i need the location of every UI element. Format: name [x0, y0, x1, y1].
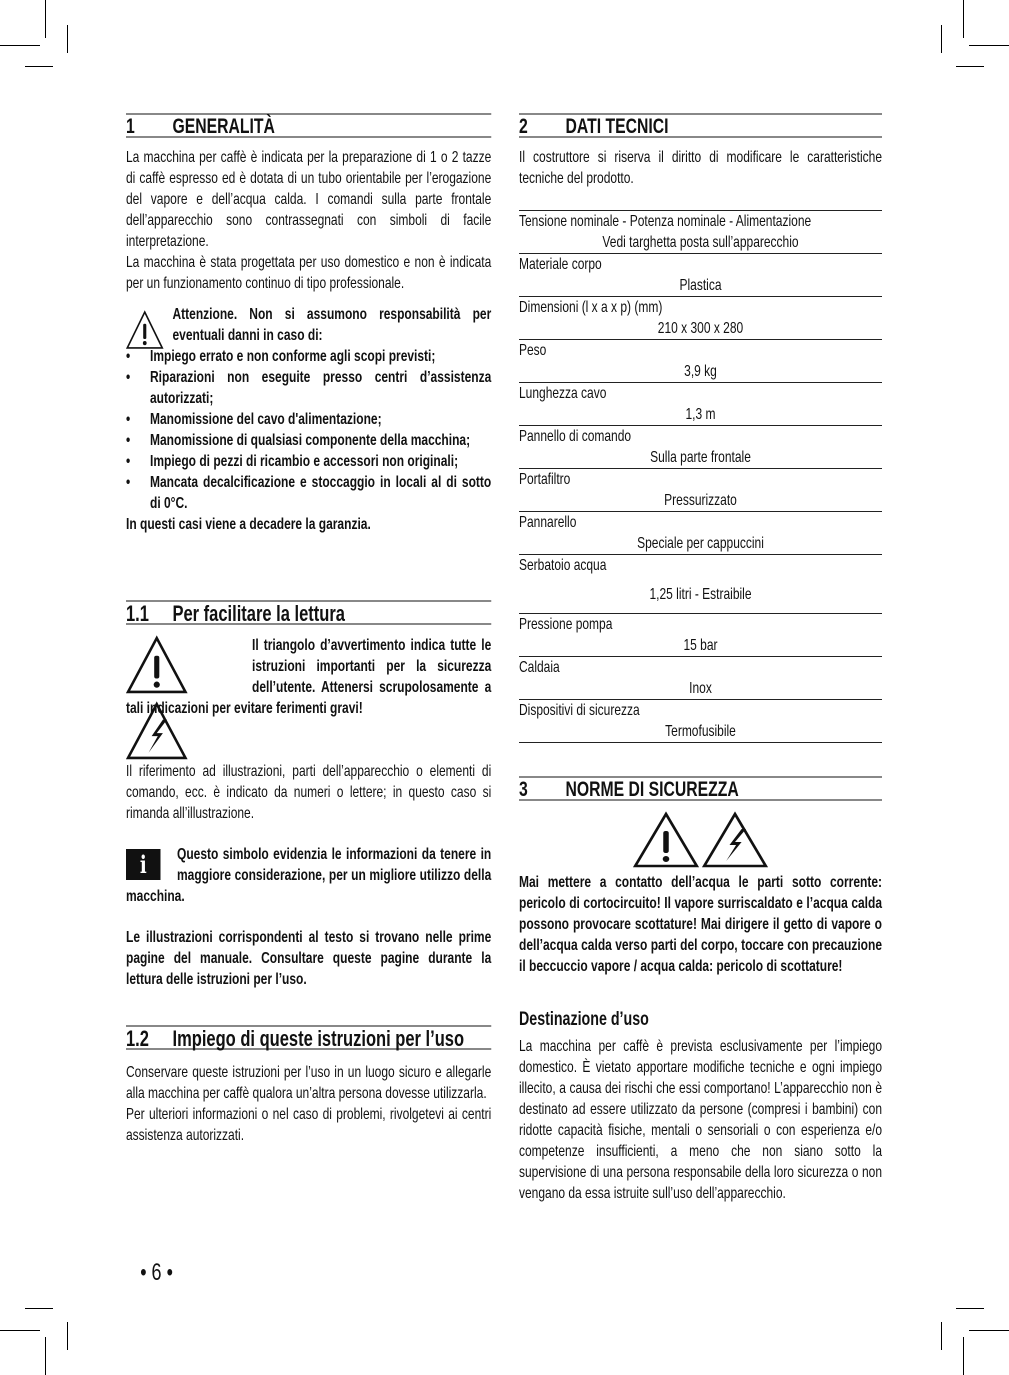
- list-item: • Manomissione di qualsiasi componente della macchina;: [126, 430, 491, 451]
- row-value: 15 bar: [683, 637, 718, 654]
- table-row: [519, 657, 882, 700]
- section-heading-1: [126, 113, 491, 138]
- safety-warning: Mai mettere a contatto dell’acqua le parti sotto corrente: pericolo di cortocircuito! Il vapore surriscaldato e l’acqua calda possono provocare scottature! Mai dirigere il getto di vapore o dell’acqua calda verso parti del corpo, toccare con precauzione il beccuccio vapore / acqua calda: pericolo di scottature!: [519, 874, 882, 975]
- list-item: • Impiego errato e non conforme agli scopi previsti;: [126, 346, 491, 367]
- section-number: 2: [519, 115, 528, 138]
- row-label: Pannello di comando: [519, 428, 632, 445]
- warranty-note: In questi casi viene a decadere la garanzia.: [126, 516, 371, 533]
- table-row: [519, 700, 882, 743]
- row-value: Vedi targhetta posta sull’apparecchio: [602, 234, 799, 251]
- reference-paragraph: Il riferimento ad illustrazioni, parti dell’apparecchio o elementi di comando, ecc. è indicato da numeri o lettere; in questo caso si rimanda all’illustrazione.: [126, 763, 492, 822]
- row-label: Dispositivi di sicurezza: [519, 702, 640, 719]
- list-item: • Impiego di pezzi di ricambio e accessori non originali;: [126, 451, 491, 472]
- row-label: Tensione nominale - Potenza nominale - Alimentazione: [519, 213, 812, 230]
- paragraph: La macchina è stata progettata per uso domestico e non è indicata per un funzionamento continuo di tipo professionale.: [126, 254, 492, 292]
- usage-text: [126, 1062, 491, 1146]
- warning-triangle-icon: [126, 310, 164, 350]
- warning-icons: [126, 635, 252, 698]
- section-title: Impiego di queste istruzioni per l’uso: [172, 1026, 465, 1051]
- table-row: [519, 340, 882, 383]
- section-heading-2: [519, 113, 882, 138]
- paragraph: La macchina per caffè è indicata per la preparazione di 1 o 2 tazze di caffè espresso ed è dotata di un tubo orientabile per l’erogazione del vapore e dell’acqua calda. I comandi sulla parte frontale dell’apparecchio sono contrassegnati con simboli di facile interpretazione.: [126, 149, 492, 250]
- table-row: [519, 614, 882, 657]
- table-row: [519, 555, 882, 614]
- row-label: Peso: [519, 342, 547, 359]
- electric-hazard-icon: [702, 811, 768, 869]
- intended-use-text: La macchina per caffè è prevista esclusivamente per l’impiego domestico. È vietato apportare modifiche tecniche e ogni impiego illecito, a causa dei rischi che essi comportano! L’apparecchio non è destinato ad essere utilizzato da persone (compresi i bambini) con ridotte capacità fisiche, mentali o sensoriali o con esperienza e/o competenze insufficienti, a meno che non siano sotto la supervisione di una persona responsabile della loro sicurezza o non vengano da essa istruite sull’uso dell’apparecchio.: [519, 1038, 882, 1202]
- warning-block: [126, 304, 491, 346]
- safety-icons: [519, 811, 882, 875]
- left-column: [126, 0, 491, 1375]
- row-label: Materiale corpo: [519, 256, 602, 273]
- row-value: Speciale per cappuccini: [637, 535, 764, 552]
- tech-data-table: [519, 210, 882, 743]
- row-label: Serbatoio acqua: [519, 557, 607, 574]
- table-row: [519, 297, 882, 340]
- paragraph: Per ulteriori informazioni o nel caso di problemi, rivolgetevi ai centri assistenza autorizzati.: [126, 1106, 492, 1144]
- triangle-text: Il triangolo d’avvertimento indica tutte le istruzioni importanti per la sicurezza dell’utente. Attenersi scrupolosamente a tali indicazioni per evitare ferimenti gravi!: [126, 637, 492, 717]
- row-value: 210 x 300 x 280: [657, 320, 744, 337]
- row-value: Plastica: [679, 277, 722, 294]
- info-text: Questo simbolo evidenzia le informazioni da tenere in maggiore considerazione, per un migliore utilizzo della macchina.: [126, 846, 492, 905]
- section-heading-1-1: [126, 600, 491, 625]
- table-row: [519, 469, 882, 512]
- subheading-intended-use: Destinazione d’uso: [519, 1009, 649, 1030]
- row-value: 1,3 m: [685, 406, 716, 423]
- section-heading-3: [519, 776, 882, 801]
- warning-triangle-icon: [633, 811, 699, 869]
- list-item: • Mancata decalcificazione e stoccaggio in locali al di sotto di 0°C.: [126, 472, 491, 514]
- row-label: Lunghezza cavo: [519, 385, 607, 402]
- row-label: Caldaia: [519, 659, 560, 676]
- row-value: Sulla parte frontale: [650, 449, 751, 466]
- section-title: Per facilitare la lettura: [172, 601, 345, 626]
- section-title: GENERALITÀ: [172, 115, 275, 138]
- list-item: • Manomissione del cavo d'alimentazione;: [126, 409, 491, 430]
- section-number: 1: [126, 115, 135, 138]
- table-row: [519, 512, 882, 555]
- section-title: NORME DI SICUREZZA: [565, 778, 739, 801]
- row-label: Dimensioni (l x a x p) (mm): [519, 299, 663, 316]
- warning-text: Attenzione. Non si assumono responsabilità per eventuali danni in caso di:: [172, 306, 492, 344]
- table-row: [519, 426, 882, 469]
- right-column: [519, 0, 882, 1375]
- warning-triangle-icon: [126, 635, 188, 695]
- generalita-text: [126, 147, 491, 294]
- section-number: 1.1: [126, 601, 149, 626]
- warning-list: [126, 346, 491, 535]
- row-value: 1,25 litri - Estraibile: [649, 586, 752, 603]
- row-label: Pannarello: [519, 514, 577, 531]
- section-number: 1.2: [126, 1026, 149, 1051]
- illustrations-paragraph: Le illustrazioni corrispondenti al testo si trovano nelle prime pagine del manuale. Consultare queste pagine durante la lettura delle istruzioni per l’uso.: [126, 929, 492, 988]
- info-icon: i: [126, 849, 161, 880]
- page-number: • 6 •: [140, 1259, 173, 1286]
- paragraph: Conservare queste istruzioni per l’uso in un luogo sicuro e allegarle alla macchina per caffè qualora un’altra persona dovesse utilizzarla.: [126, 1064, 492, 1102]
- row-value: Pressurizzato: [664, 492, 737, 509]
- section-number: 3: [519, 778, 528, 801]
- table-row: [519, 254, 882, 297]
- list-item: • Riparazioni non eseguite presso centri d’assistenza autorizzati;: [126, 367, 491, 409]
- row-label: Pressione pompa: [519, 616, 613, 633]
- info-block: [126, 844, 491, 907]
- row-label: Portafiltro: [519, 471, 571, 488]
- triangle-explanation: [126, 635, 491, 719]
- tech-intro: Il costruttore si riserva il diritto di modificare le caratteristiche tecniche del prodotto.: [519, 149, 882, 187]
- row-value: Termofusibile: [665, 723, 736, 740]
- row-value: 3,9 kg: [684, 363, 717, 380]
- section-title: DATI TECNICI: [565, 115, 669, 138]
- section-heading-1-2: [126, 1025, 491, 1050]
- table-row: [519, 211, 882, 254]
- row-value: Inox: [689, 680, 712, 697]
- table-row: [519, 383, 882, 426]
